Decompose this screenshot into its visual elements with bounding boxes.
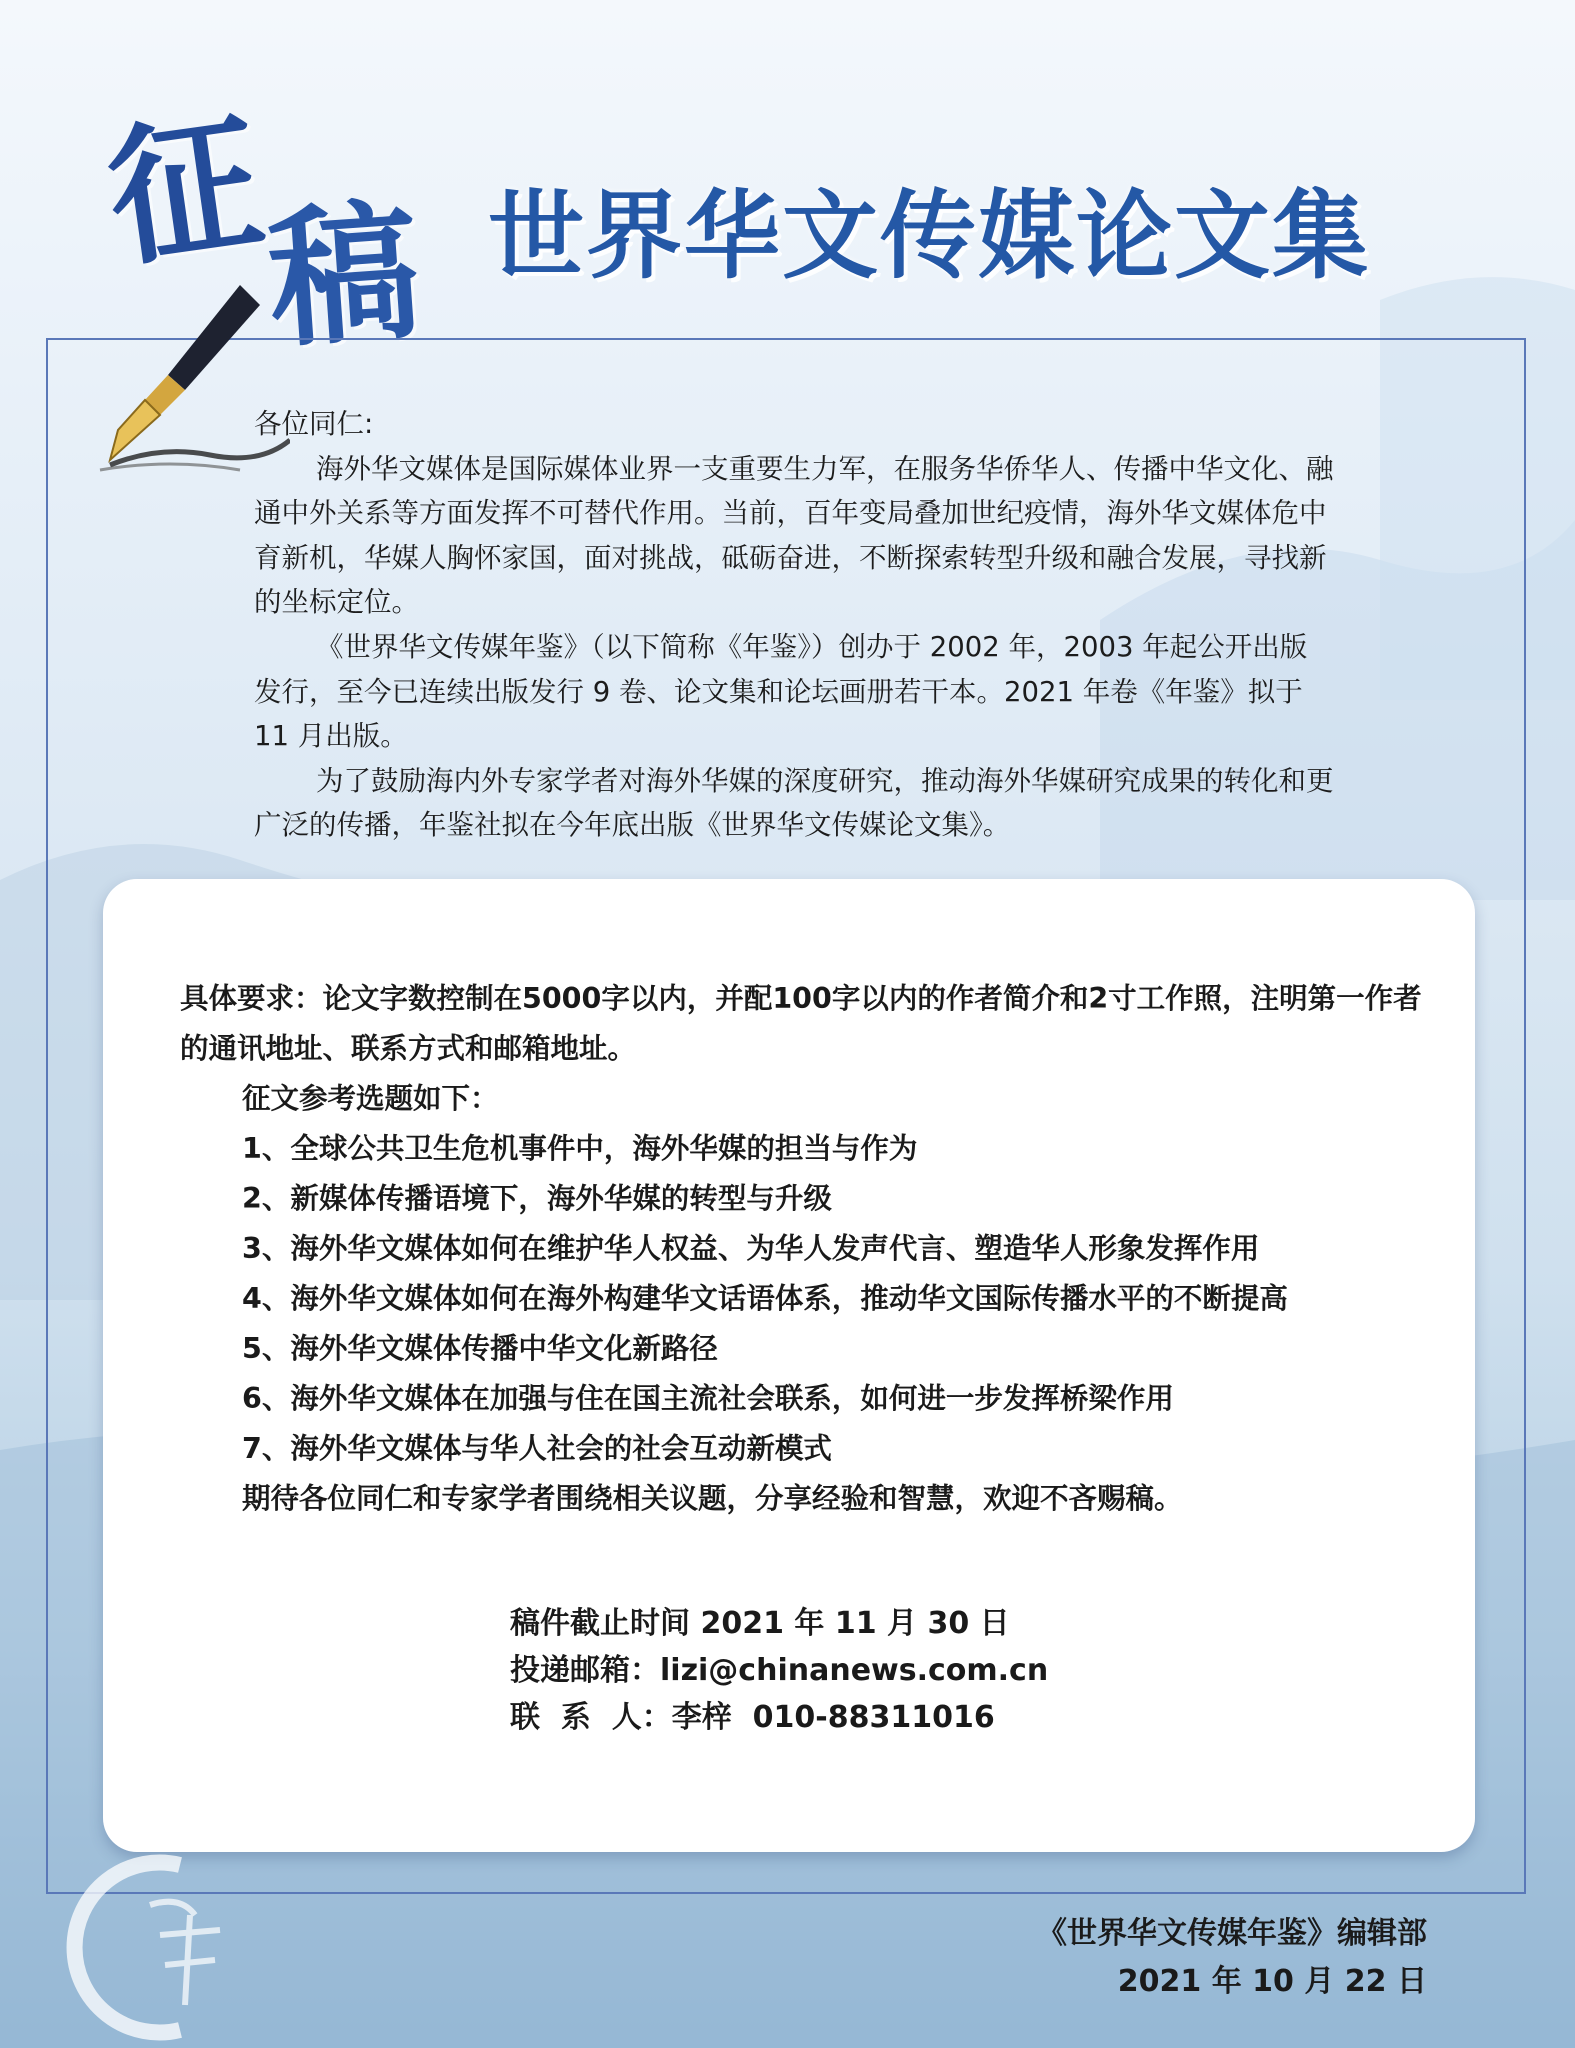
salutation: 各位同仁: — [254, 408, 374, 440]
title-zheng-character: 征 — [98, 93, 272, 289]
topic-item: 1、全球公共卫生危机事件中，海外华媒的担当与作为 — [242, 1132, 918, 1165]
title-gao-character: 稿 — [262, 182, 425, 369]
contact-info — [510, 1600, 1048, 1741]
page-title: 世界华文传媒论文集 — [488, 179, 1370, 292]
topics-heading: 征文参考选题如下： — [242, 1082, 499, 1115]
topic-item: 3、海外华文媒体如何在维护华人权益、为华人发声代言、塑造华人形象发挥作用 — [242, 1232, 1260, 1265]
issue-date: 2021 年 10 月 22 日 — [1117, 1964, 1427, 1999]
topic-item: 5、海外华文媒体传播中华文化新路径 — [242, 1332, 718, 1365]
email-text[interactable]: 投递邮箱：lizi@chinanews.com.cn — [510, 1653, 1049, 1688]
intro-paragraph-2: 《世界华文传媒年鉴》（以下简称《年鉴》）创办于 2002 年，2003 年起公开出版发行，至今已连续出版发行 9 卷、论文集和论坛画册若干本。2021 年卷《年鉴》拟于 11 月出版。 — [254, 630, 1308, 753]
requirements-section — [180, 974, 1430, 1524]
deadline-text: 稿件截止时间 2021 年 11 月 30 日 — [510, 1606, 1010, 1641]
closing-text: 期待各位同仁和专家学者围绕相关议题，分享经验和智慧，欢迎不吝赐稿。 — [242, 1482, 1183, 1515]
intro-paragraph-3: 为了鼓励海内外专家学者对海外华媒的深度研究，推动海外华媒研究成果的转化和更广泛的传播，年鉴社拟在今年底出版《世界华文传媒论文集》。 — [254, 764, 1334, 842]
editorial-department: 《世界华文传媒年鉴》编辑部 — [1037, 1916, 1427, 1951]
requirements-main: 具体要求：论文字数控制在5000字以内，并配100字以内的作者简介和2寸工作照，注明第一作者的通讯地址、联系方式和邮箱地址。 — [180, 982, 1422, 1065]
topic-item: 2、新媒体传播语境下，海外华媒的转型与升级 — [242, 1182, 832, 1215]
topic-item: 4、海外华文媒体如何在海外构建华文话语体系，推动华文国际传播水平的不断提高 — [242, 1282, 1288, 1315]
topic-item: 7、海外华文媒体与华人社会的社会互动新模式 — [242, 1432, 832, 1465]
topics-list — [180, 1074, 1430, 1524]
footer — [1037, 1910, 1427, 2006]
topic-item: 6、海外华文媒体在加强与住在国主流社会联系，如何进一步发挥桥梁作用 — [242, 1382, 1174, 1415]
intro-text — [254, 402, 1334, 848]
contact-person-text: 联 系 人：李梓 010-88311016 — [510, 1700, 995, 1735]
intro-paragraph-1: 海外华文媒体是国际媒体业界一支重要生力军，在服务华侨华人、传播中华文化、融通中外关系等方面发挥不可替代作用。当前，百年变局叠加世纪疫情，海外华文媒体危中育新机，华媒人胸怀家国，面对挑战，砥砺奋进，不断探索转型升级和融合发展，寻找新的坐标定位。 — [254, 452, 1334, 619]
yearbook-logo-icon — [30, 1845, 270, 2045]
